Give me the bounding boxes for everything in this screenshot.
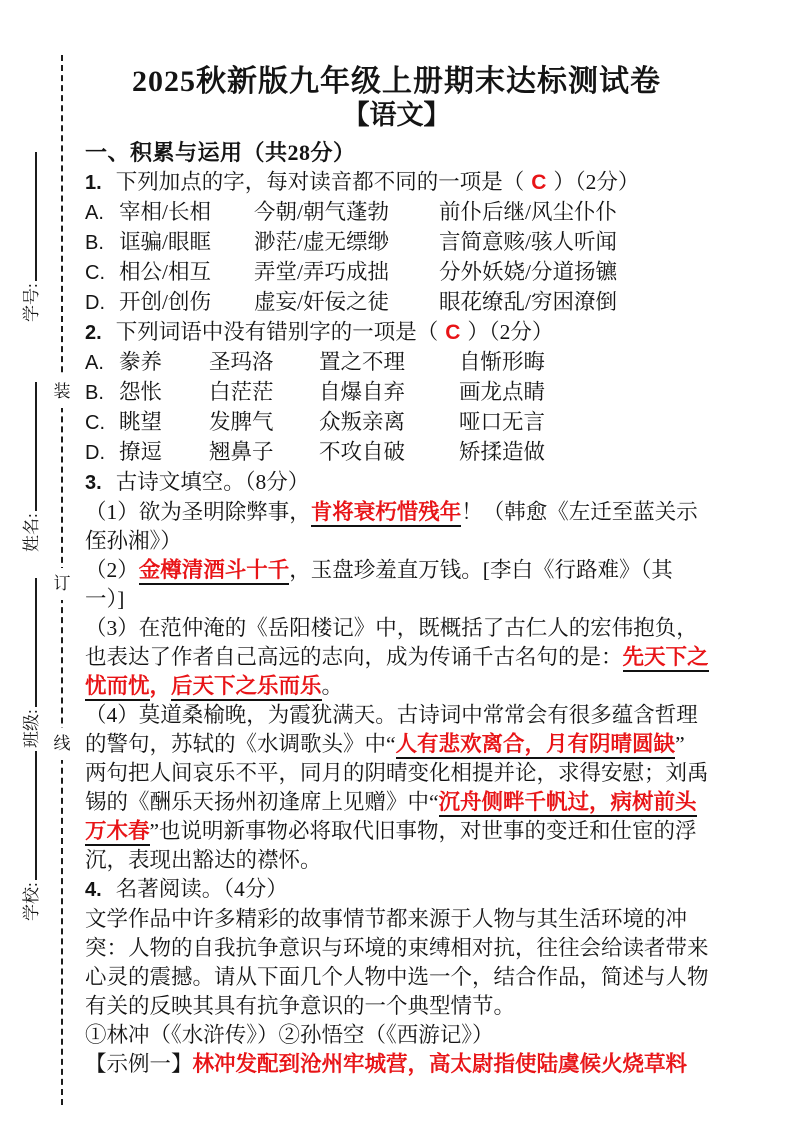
option-item: 画龙点睛 xyxy=(459,380,546,404)
body-line xyxy=(85,963,763,992)
option-row xyxy=(85,378,763,408)
option-item: 发脾气 xyxy=(209,410,274,434)
text-segment: 下列加点的字，每对读音都不同的一项是（ xyxy=(115,170,525,194)
option-letter: C. xyxy=(85,412,105,434)
body-line xyxy=(85,701,763,730)
answer-red: 林冲发配到沧州牢城营，高太尉指使陆虞候火烧草料 xyxy=(192,1052,688,1076)
question-number: 4. xyxy=(85,879,102,901)
body-line xyxy=(85,759,763,788)
answer-red-underlined: 忧而忧 xyxy=(85,674,150,701)
body-line xyxy=(85,846,763,875)
text-segment: 沉，表现出豁达的襟怀。 xyxy=(85,848,322,872)
field-school-label: 学校: xyxy=(22,882,41,921)
option-item: 眼花缭乱/穷困潦倒 xyxy=(439,290,617,314)
option-letter: C. xyxy=(85,262,105,284)
field-student-id-blank xyxy=(19,152,37,281)
question-number: 2. xyxy=(85,322,102,344)
option-item: 撩逗 xyxy=(119,440,163,464)
answer-red-underlined: 金樽清酒斗十千 xyxy=(139,558,290,585)
text-segment: （4）莫道桑榆晚，为霞犹满天。古诗词中常常会有很多蕴含哲理 xyxy=(85,703,698,727)
body-line xyxy=(85,817,763,846)
option-item: 众叛亲离 xyxy=(319,410,406,434)
text-segment: 突：人物的自我抗争意识与环境的束缚相对抗，往往会给读者带来 xyxy=(85,936,709,960)
field-class-label: 班级: xyxy=(22,709,41,748)
option-letter: B. xyxy=(85,382,104,404)
option-row xyxy=(85,438,763,468)
field-class xyxy=(17,578,43,748)
content xyxy=(85,137,763,1079)
text-segment: 的警句，苏轼的《水调歌头》中“ xyxy=(85,732,396,756)
text-segment: 。 xyxy=(321,674,344,698)
option-item: 不攻自破 xyxy=(319,440,406,464)
option-item: 怨怅 xyxy=(119,380,163,404)
body-line xyxy=(85,730,763,759)
option-row xyxy=(85,258,763,288)
option-item: 置之不理 xyxy=(319,350,406,374)
option-item: 矫揉造做 xyxy=(459,440,546,464)
field-student-id xyxy=(17,152,43,322)
header xyxy=(0,63,793,131)
binding-char-xian: 线 xyxy=(52,728,72,760)
text-segment: ” xyxy=(675,732,685,756)
option-letter: D. xyxy=(85,442,105,464)
text-segment: ”也说明新事物必将取代旧事物，对世事的变迁和仕宦的浮 xyxy=(149,819,697,843)
answer-letter: C xyxy=(531,171,547,194)
binding-char-ding: 订 xyxy=(52,568,72,600)
option-row xyxy=(85,348,763,378)
field-class-blank xyxy=(19,578,37,707)
body-line xyxy=(85,585,763,614)
text-segment: ，玉盘珍羞直万钱。[李白《行路难》（其 xyxy=(289,558,673,582)
option-item: 诓骗/眼眶 xyxy=(119,230,211,254)
answer-red-underlined: 沉舟侧畔千帆过，病树前头 xyxy=(439,790,697,817)
text-segment: （1）欲为圣明除弊事， xyxy=(85,500,311,524)
option-item: 宰相/长相 xyxy=(119,200,211,224)
body-line xyxy=(85,875,763,905)
body-line xyxy=(85,1021,763,1050)
field-school xyxy=(17,751,43,921)
option-item: 翘鼻子 xyxy=(209,440,274,464)
text-segment: ）（2分） xyxy=(467,320,554,344)
option-item: 前仆后继/风尘仆仆 xyxy=(439,200,617,224)
body-line xyxy=(85,1050,763,1079)
body-line xyxy=(85,905,763,934)
text-segment: 下列词语中没有错别字的一项是（ xyxy=(115,320,439,344)
field-student-id-label: 学号: xyxy=(22,283,41,322)
text-segment: 有关的反映其具有抗争意识的一个典型情节。 xyxy=(85,994,516,1018)
answer-red: ， xyxy=(149,674,172,698)
text-segment: 锡的《酬乐天扬州初逢席上见赠》中“ xyxy=(85,790,439,814)
question-number: 1. xyxy=(85,172,102,194)
body-line xyxy=(85,614,763,643)
option-row xyxy=(85,288,763,318)
text-segment: 【示例一】 xyxy=(85,1052,193,1076)
body-line xyxy=(85,672,763,701)
field-name-label: 姓名: xyxy=(22,513,41,552)
field-name-blank xyxy=(19,382,37,511)
option-letter: A. xyxy=(85,352,104,374)
text-segment: 文学作品中许多精彩的故事情节都来源于人物与其生活环境的冲 xyxy=(85,907,688,931)
option-letter: D. xyxy=(85,292,105,314)
text-segment: 名著阅读。（4分） xyxy=(115,877,288,901)
body-line xyxy=(85,934,763,963)
body-line xyxy=(85,992,763,1021)
question-number: 3. xyxy=(85,472,102,494)
option-item: 分外妖娆/分道扬镳 xyxy=(439,260,617,284)
section-heading: 一、积累与运用（共28分） xyxy=(85,140,356,165)
paper-subject: 【语文】 xyxy=(342,100,451,130)
option-item: 虚妄/奸佞之徒 xyxy=(254,290,389,314)
option-item: 相公/相互 xyxy=(119,260,211,284)
binding-char-zhuang: 装 xyxy=(52,376,72,408)
field-name xyxy=(17,382,43,552)
text-segment: （2） xyxy=(85,558,139,582)
text-segment: ！（韩愈《左迁至蓝关示 xyxy=(461,500,698,524)
field-school-blank xyxy=(19,751,37,880)
body-line xyxy=(85,527,763,556)
text-segment: 也表达了作者自己高远的志向，成为传诵千古名句的是： xyxy=(85,645,623,669)
text-segment: （3）在范仲淹的《岳阳楼记》中，既概括了古仁人的宏伟抱负， xyxy=(85,616,698,640)
body-line xyxy=(85,498,763,527)
body-line xyxy=(85,318,763,348)
answer-red-underlined: 肯将衰朽惜残年 xyxy=(311,500,462,527)
option-row xyxy=(85,408,763,438)
option-item: 自爆自弃 xyxy=(319,380,406,404)
text-segment: ）（2分） xyxy=(553,170,640,194)
option-item: 今朝/朝气蓬勃 xyxy=(254,200,389,224)
answer-letter: C xyxy=(445,321,461,344)
body-line xyxy=(85,168,763,198)
body-line xyxy=(85,788,763,817)
text-segment: 一）] xyxy=(85,587,125,611)
option-item: 圣玛洛 xyxy=(209,350,274,374)
option-letter: A. xyxy=(85,202,104,224)
text-segment: 两句把人间哀乐不平，同月的阴晴变化相提并论，求得安慰；刘禹 xyxy=(85,761,709,785)
body-line xyxy=(85,556,763,585)
text-segment: 心灵的震撼。请从下面几个人物中选一个，结合作品，简述与人物 xyxy=(85,965,709,989)
option-item: 哑口无言 xyxy=(459,410,546,434)
option-item: 渺茫/虚无缥缈 xyxy=(254,230,389,254)
option-letter: B. xyxy=(85,232,104,254)
paper-title: 2025秋新版九年级上册期末达标测试卷 xyxy=(132,65,661,98)
body-line xyxy=(85,643,763,672)
answer-red-underlined: 人有悲欢离合，月有阴晴圆缺 xyxy=(396,732,676,759)
text-segment: ①林冲（《水浒传》）②孙悟空（《西游记》） xyxy=(85,1023,494,1047)
option-item: 自惭形晦 xyxy=(459,350,546,374)
text-segment: 古诗文填空。（8分） xyxy=(115,470,310,494)
option-row xyxy=(85,228,763,258)
option-item: 弄堂/弄巧成拙 xyxy=(254,260,389,284)
answer-red-underlined: 后天下之乐而乐 xyxy=(171,674,322,701)
body xyxy=(85,168,763,1079)
body-line xyxy=(85,468,763,498)
option-item: 豢养 xyxy=(119,350,163,374)
option-item: 开创/创伤 xyxy=(119,290,211,314)
option-row xyxy=(85,198,763,228)
option-item: 眺望 xyxy=(119,410,163,434)
option-item: 言简意赅/骇人听闻 xyxy=(439,230,617,254)
text-segment: 侄孙湘》） xyxy=(85,529,182,553)
answer-red-underlined: 万木春 xyxy=(85,819,150,846)
option-item: 白茫茫 xyxy=(209,380,274,404)
answer-red-underlined: 先天下之 xyxy=(623,645,709,672)
